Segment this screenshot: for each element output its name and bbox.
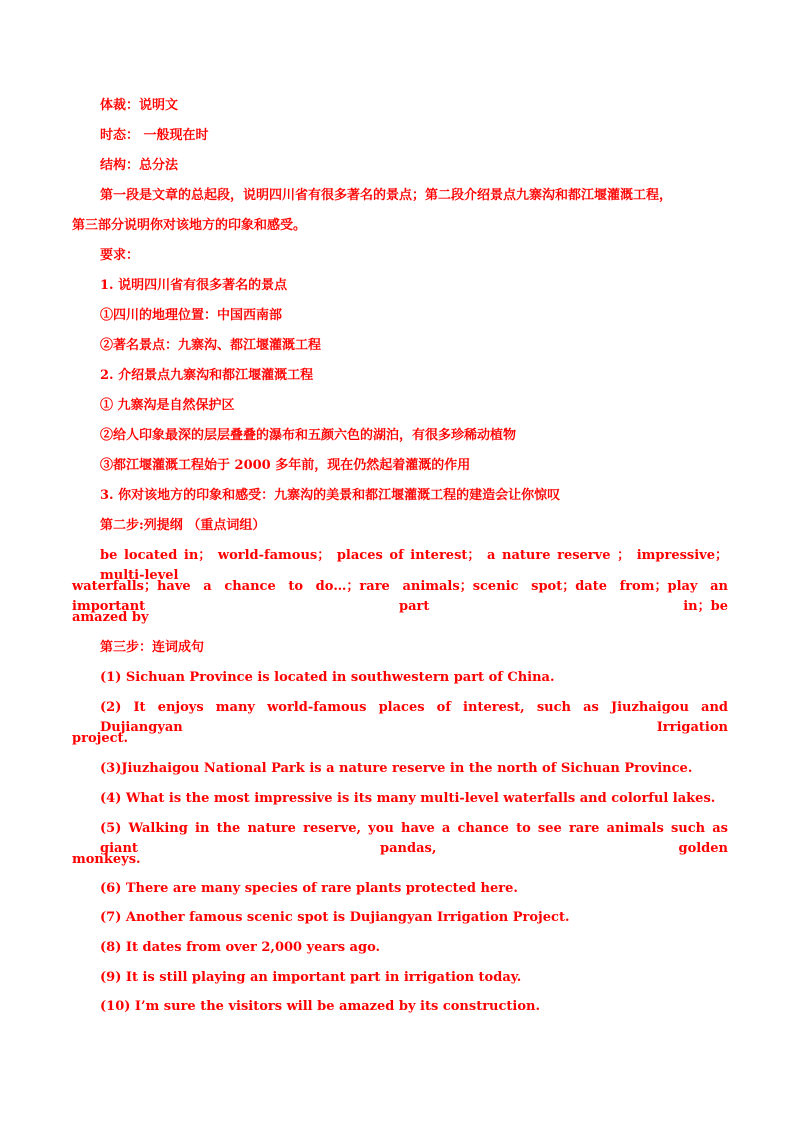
sentence-2-line1: (2) It enjoys many world-famous places of interest, such as Jiuzhaigou and Dujiangyan Irrigation <box>100 700 728 735</box>
sentence-7: (7) Another famous scenic spot is Dujiangyan Irrigation Project. <box>100 910 570 925</box>
step3-title: 第三步：连词成句 <box>100 640 205 655</box>
genre-line: 体裁：说明文 <box>100 98 179 113</box>
phrase-list-line3: amazed by <box>72 610 149 625</box>
sentence-3: (3)Jiuzhaigou National Park is a nature reserve in the north of Sichuan Province. <box>100 761 693 776</box>
sentence-5-line1: (5) Walking in the nature reserve, you have a chance to see rare animals such as giant pandas, golden <box>100 821 728 856</box>
tense-line: 时态： 一般现在时 <box>100 128 209 143</box>
requirement-item: ① 九寨沟是自然保护区 <box>100 398 235 413</box>
structure-intro-line2: 第三部分说明你对该地方的印象和感受。 <box>72 218 307 233</box>
sentence-10: (10) I’m sure the visitors will be amazed by its construction. <box>100 999 541 1014</box>
structure-intro-line1: 第一段是文章的总起段，说明四川省有很多著名的景点；第二段介绍景点九寨沟和都江堰灌溉工程， <box>100 188 673 203</box>
requirement-item: 2. 介绍景点九寨沟和都江堰灌溉工程 <box>100 368 314 383</box>
sentence-4: (4) What is the most impressive is its many multi-level waterfalls and colorful lakes. <box>100 791 716 806</box>
requirement-item: 3. 你对该地方的印象和感受：九寨沟的美景和都江堰灌溉工程的建造会让你惊叹 <box>100 488 561 503</box>
requirement-item: ①四川的地理位置：中国西南部 <box>100 308 283 323</box>
sentence-2-line2: project. <box>72 731 129 746</box>
sentence-8: (8) It dates from over 2,000 years ago. <box>100 940 381 955</box>
requirement-item: 1. 说明四川省有很多著名的景点 <box>100 278 288 293</box>
requirement-item: ②著名景点：九寨沟、都江堰灌溉工程 <box>100 338 322 353</box>
sentence-5-line2: monkeys. <box>72 852 141 867</box>
sentence-1: (1) Sichuan Province is located in southwestern part of China. <box>100 670 555 685</box>
phrase-list-line2: waterfalls；have a chance to do…；rare animals；scenic spot；date from；play an important part in；be <box>72 579 728 614</box>
structure-line: 结构：总分法 <box>100 158 179 173</box>
sentence-6: (6) There are many species of rare plants protected here. <box>100 881 518 896</box>
phrase-list-line1: be located in； world-famous； places of interest； a nature reserve ； impressive； multi-level <box>100 548 728 583</box>
sentence-9: (9) It is still playing an important part in irrigation today. <box>100 970 522 985</box>
requirement-item: ③都江堰灌溉工程始于 2000 多年前，现在仍然起着灌溉的作用 <box>100 458 471 473</box>
step2-title: 第二步:列提纲 （重点词组） <box>100 518 266 533</box>
requirement-item: ②给人印象最深的层层叠叠的瀑布和五颜六色的湖泊，有很多珍稀动植物 <box>100 428 517 443</box>
requirements-title: 要求： <box>100 248 140 263</box>
